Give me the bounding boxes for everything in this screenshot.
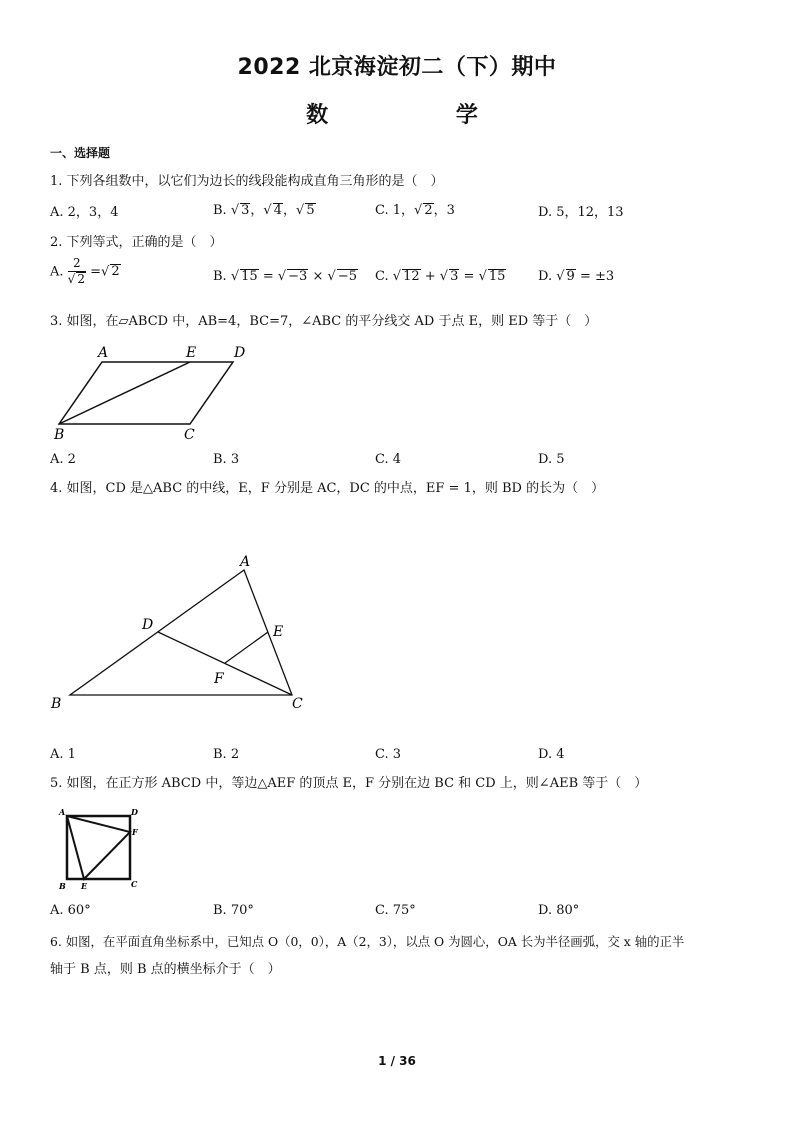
q5-label-c: C — [131, 879, 138, 889]
q4-option-c: C. 3 — [375, 747, 402, 762]
q4-option-d: D. 4 — [538, 747, 565, 762]
q6-stem-line1: 6. 如图，在平面直角坐标系中，已知点 O（0，0），A（2，3），以点 O 为圆心，OA 长为半径画弧，交 x 轴的正半 — [50, 934, 685, 949]
q3-option-c: C. 4 — [375, 452, 402, 467]
q4-label-e: E — [273, 624, 284, 640]
q3-label-e: E — [186, 345, 197, 361]
q3-label-a: A — [98, 345, 109, 361]
section-heading: 一、选择题 — [50, 146, 111, 160]
q3-parallelogram-figure — [50, 340, 260, 445]
q3-label-b: B — [54, 427, 65, 443]
q5-option-b: B. 70° — [213, 903, 254, 918]
subject-heading: 数 学 — [306, 103, 518, 128]
q2-option-d: D. √ 9 = ±3 — [538, 269, 615, 284]
q5-label-b: B — [59, 881, 66, 891]
q4-label-b: B — [51, 696, 62, 712]
page-number: 1 / 36 — [378, 1054, 416, 1068]
q5-label-a: A — [59, 807, 66, 817]
q3-option-a: A. 2 — [50, 452, 76, 467]
q4-label-f: F — [214, 671, 224, 687]
q1-stem: 1. 下列各组数中，以它们为边长的线段能构成直角三角形的是（ ） — [50, 174, 444, 189]
q5-option-d: D. 80° — [538, 903, 580, 918]
q4-option-b: B. 2 — [213, 747, 240, 762]
q3-label-c: C — [184, 427, 195, 443]
q6-stem-line2: 轴于 B 点，则 B 点的横坐标介于（ ） — [50, 962, 281, 977]
q3-option-b: B. 3 — [213, 452, 240, 467]
q1-option-d: D. 5，12，13 — [538, 205, 624, 220]
q5-stem: 5. 如图，在正方形 ABCD 中，等边△AEF 的顶点 E，F 分别在边 BC 和 CD 上，则∠AEB 等于（ ） — [50, 776, 648, 791]
q4-label-d: D — [142, 617, 154, 633]
q4-label-a: A — [240, 554, 251, 570]
q2-option-a: A. $\frac{2}{√ 2}$ =√ 2 — [50, 256, 120, 286]
q5-label-e: E — [81, 881, 88, 891]
q1-option-c: C. 1，√ 2，3 — [375, 203, 455, 218]
q4-option-a: A. 1 — [50, 747, 76, 762]
q5-label-d: D — [131, 807, 138, 817]
q5-label-f: F — [132, 827, 138, 837]
q2-option-c: C. √ 12 + √ 3 = √ 15 — [375, 269, 506, 284]
q4-stem: 4. 如图，CD 是△ABC 的中线，E，F 分别是 AC，DC 的中点，EF = 1，则 BD 的长为（ ） — [50, 481, 605, 496]
q1-option-b: B. √ 3，√ 4，√ 5 — [213, 203, 315, 218]
q2-stem: 2. 下列等式，正确的是（ ） — [50, 235, 223, 250]
q5-option-c: C. 75° — [375, 903, 416, 918]
q4-label-c: C — [292, 696, 303, 712]
q3-label-d: D — [234, 345, 246, 361]
q5-option-a: A. 60° — [50, 903, 91, 918]
q3-option-d: D. 5 — [538, 452, 565, 467]
q1-option-a: A. 2，3，4 — [50, 205, 119, 220]
page-title: 2022 北京海淀初二（下）期中 — [237, 55, 557, 80]
q3-stem: 3. 如图，在▱ABCD 中，AB=4，BC=7，∠ABC 的平分线交 AD 于点 E，则 ED 等于（ ） — [50, 314, 598, 329]
q4-triangle-figure — [44, 550, 314, 720]
q2-option-b: B. √ 15 = √ −3 × √ −5 — [213, 269, 357, 284]
q5-square-figure — [56, 805, 146, 893]
